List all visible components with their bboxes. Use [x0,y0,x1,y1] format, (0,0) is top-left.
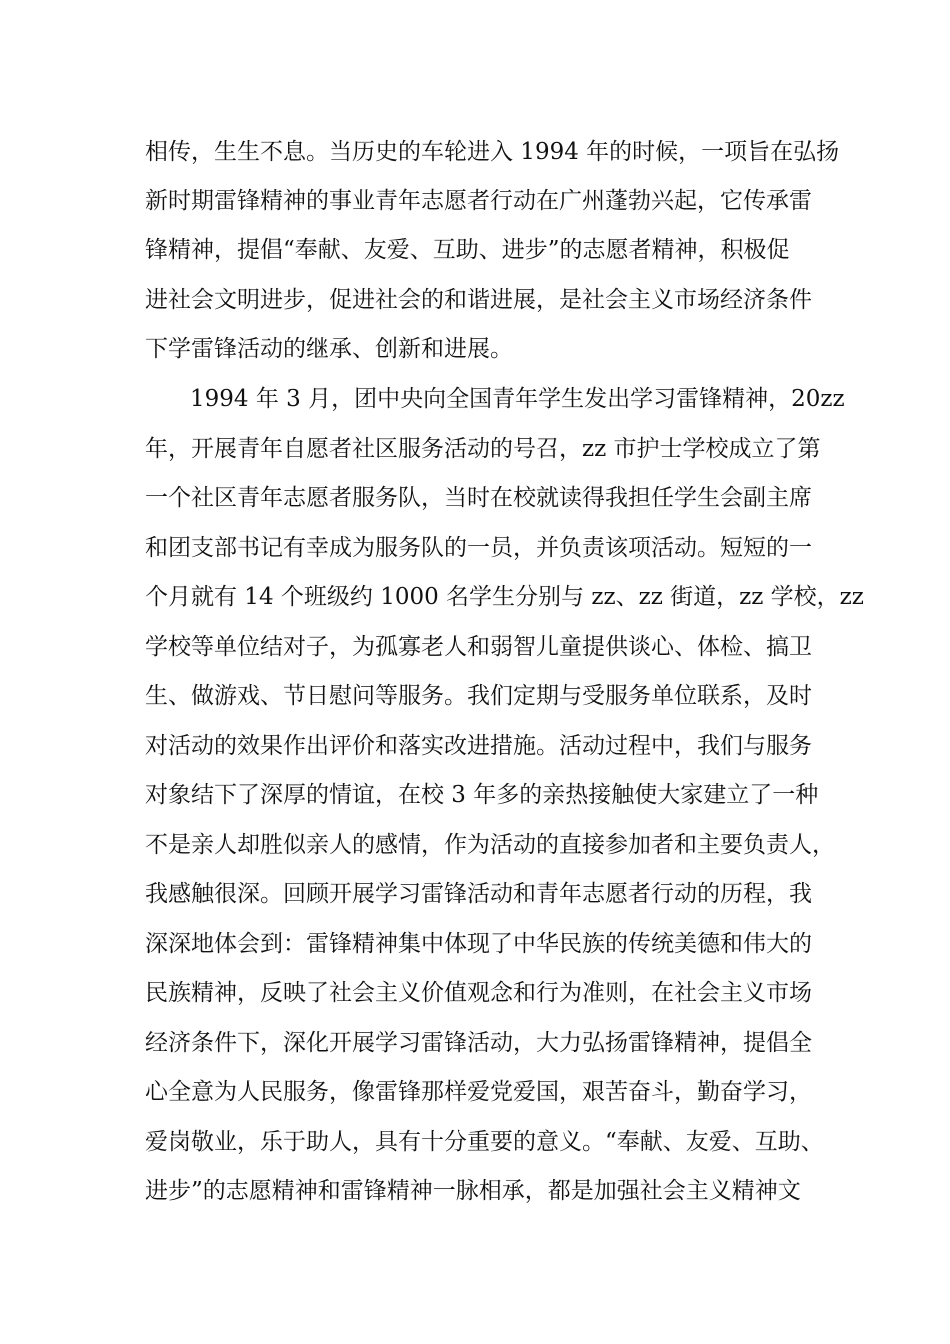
text-line: 进步”的志愿精神和雷锋精神一脉相承，都是加强社会主义精神文 [145,1178,801,1204]
text-line: 学校等单位结对子，为孤寡老人和弱智儿童提供谈心、体检、搞卫 [145,634,812,660]
text-line: 生、做游戏、节日慰问等服务。我们定期与受服务单位联系，及时 [145,683,812,709]
text-line: 不是亲人却胜似亲人的感情，作为活动的直接参加者和主要负责人， [145,832,835,858]
text-line: 心全意为人民服务，像雷锋那样爱党爱国，艰苦奋斗，勤奋学习， [145,1079,812,1105]
text-line: 一个社区青年志愿者服务队，当时在校就读得我担任学生会副主席 [145,485,812,511]
text-line: 爱岗敬业，乐于助人，具有十分重要的意义。“奉献、友爱、互助、 [145,1129,824,1155]
text-line: 经济条件下，深化开展学习雷锋活动，大力弘扬雷锋精神，提倡全 [145,1030,812,1056]
text-line: 深深地体会到：雷锋精神集中体现了中华民族的传统美德和伟大的 [145,931,812,957]
text-line: 年，开展青年自愿者社区服务活动的号召，zz 市护士学校成立了第 [145,436,821,462]
text-line: 下学雷锋活动的继承、创新和进展。 [145,336,513,362]
text-line: 进社会文明进步，促进社会的和谐进展，是社会主义市场经济条件 [145,287,812,313]
text-line: 我感触很深。回顾开展学习雷锋活动和青年志愿者行动的历程，我 [145,881,812,907]
text-line: 民族精神，反映了社会主义价值观念和行为准则，在社会主义市场 [145,980,812,1006]
text-line: 个月就有 14 个班级约 1000 名学生分别与 zz、zz 街道，zz 学校，zz [145,584,864,610]
text-line: 和团支部书记有幸成为服务队的一员，并负责该项活动。短短的一 [145,535,812,561]
text-line: 对象结下了深厚的情谊，在校 3 年多的亲热接触使大家建立了一种 [145,782,819,808]
text-line: 1994 年 3 月，团中央向全国青年学生发出学习雷锋精神，20zz [190,386,845,412]
text-line: 新时期雷锋精神的事业青年志愿者行动在广州蓬勃兴起，它传承雷 [145,188,812,214]
text-line: 锋精神，提倡“奉献、友爱、互助、进步”的志愿者精神，积极促 [145,237,790,263]
text-line: 相传，生生不息。当历史的车轮进入 1994 年的时候，一项旨在弘扬 [145,139,840,165]
text-line: 对活动的效果作出评价和落实改进措施。活动过程中，我们与服务 [145,733,812,759]
